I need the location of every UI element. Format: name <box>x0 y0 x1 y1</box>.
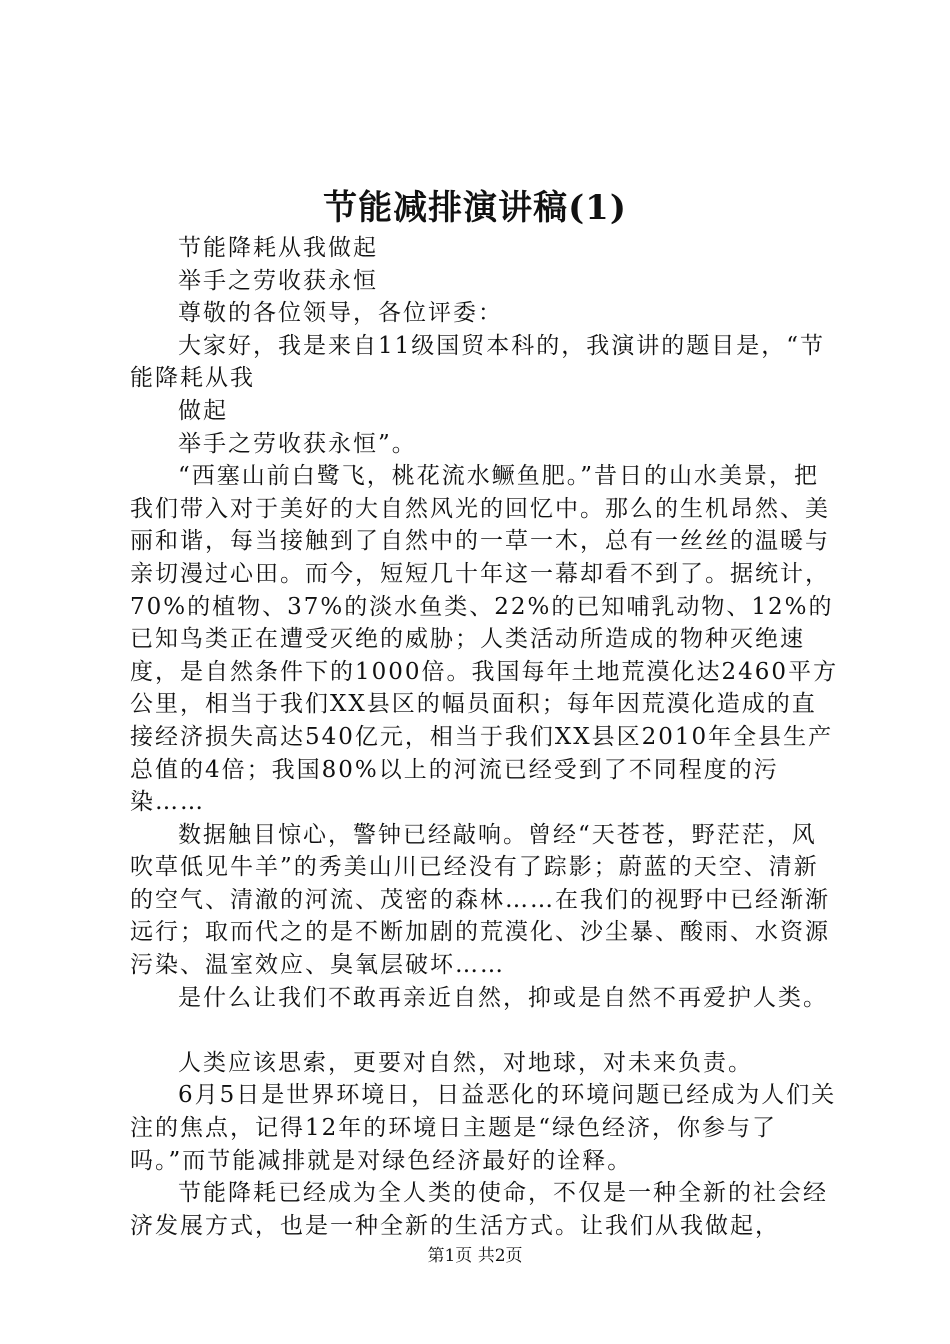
paragraph-warning: 数据触目惊心，警钟已经敲响。曾经“天苍苍，野茫茫，风吹草低见牛羊”的秀美山川已经没有了踪影；蔚蓝的天空、清新的空气、清澈的河流、茂密的森林……在我们的视野中已经渐渐远行；取而代之的是不断加剧的荒漠化、沙尘暴、酸雨、水资源污染、温室效应、臭氧层破坏…… <box>130 821 830 979</box>
paragraph-statistics: “西塞山前白鹭飞，桃花流水鳜鱼肥。”昔日的山水美景，把我们带入对于美好的大自然风光的回忆中。那么的生机昂然、美丽和谐，每当接触到了自然中的一草一木，总有一丝丝的温暖与亲切漫过心田。而今，短短几十年这一幕却看不到了。据统计，70%的植物、37%的淡水鱼类、22%的已知哺乳动物、12%的已知鸟类正在遭受灭绝的威胁；人类活动所造成的物种灭绝速度，是自然条件下的1000倍。我国每年土地荒漠化达2460平方公里，相当于我们XX县区的幅员面积；每年因荒漠化造成的直接经济损失高达540亿元，相当于我们XX县区2010年全县生产总值的4倍；我国80%以上的河流已经受到了不同程度的污染…… <box>130 463 839 816</box>
paragraph-greeting-cont-2: 举手之劳收获永恒”。 <box>178 430 417 457</box>
paragraph-greeting-cont-1: 做起 <box>178 397 228 424</box>
paragraph-environment-day: 6月5日是世界环境日，日益恶化的环境问题已经成为人们关注的焦点，记得12年的环境日主题是“绿色经济，你参与了吗。”而节能减排就是对绿色经济最好的诠释。 <box>130 1082 837 1174</box>
document-title: 节能减排演讲稿(1) <box>323 188 627 228</box>
paragraph-salutation: 尊敬的各位领导，各位评委： <box>178 300 503 327</box>
paragraph-greeting: 大家好，我是来自11级国贸本科的，我演讲的题目是，“节能降耗从我 <box>130 332 826 392</box>
paragraph-mission: 节能降耗已经成为全人类的使命，不仅是一种全新的社会经济发展方式，也是一种全新的生活方式。让我们从我做起， <box>130 1180 828 1239</box>
paragraph-subtitle-2: 举手之劳收获永恒 <box>178 267 378 294</box>
paragraph-question: 是什么让我们不敢再亲近自然，抑或是自然不再爱护人类。 <box>178 984 828 1011</box>
page-number-footer: 第1页 共2页 <box>427 1246 523 1266</box>
paragraph-spacer <box>130 1014 840 1047</box>
document-body <box>130 232 840 1242</box>
paragraph-subtitle-1: 节能降耗从我做起 <box>178 235 378 261</box>
paragraph-responsibility: 人类应该思索，更要对自然，对地球，对未来负责。 <box>178 1049 753 1076</box>
